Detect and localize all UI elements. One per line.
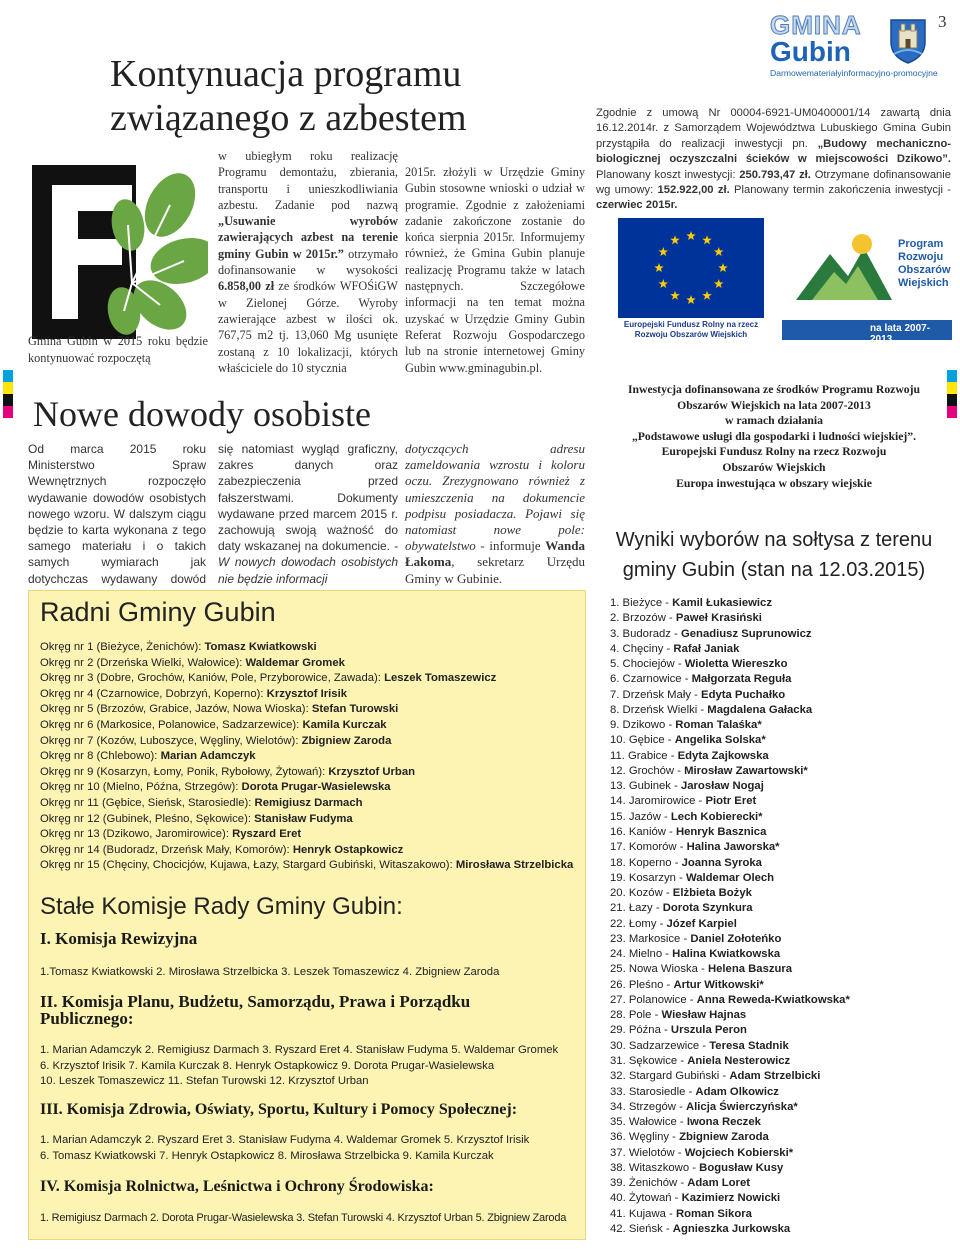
soltys-row-person: Mirosław Zawartowski* — [684, 764, 808, 777]
soltys-row-label: 22. Łomy - — [610, 917, 667, 930]
district-row-person: Stanisław Fudyma — [254, 812, 353, 825]
asbestos-col2-text-c: otrzymało dofinansowanie w wysokości — [218, 246, 398, 278]
soltys-row-label: 21. Łazy - — [610, 902, 663, 915]
soltys-row-person: Helena Baszura — [707, 963, 793, 976]
district-row-person: Leszek Tomaszewicz — [384, 672, 497, 685]
soltys-row-label: 2. Brzozów - — [610, 612, 676, 625]
soltys-row-person: Anna Reweda-Kwiatkowska* — [696, 993, 850, 1006]
soltys-row-person: Adam Loret — [687, 1177, 751, 1190]
soltys-row-person: Halina Kwiatkowska — [672, 948, 781, 961]
contract-subsidy: 152.922,00 zł. — [657, 184, 730, 197]
district-list — [40, 640, 580, 874]
coat-of-arms-icon — [888, 16, 928, 64]
funding-caption-line-3: w ramach działania — [724, 414, 824, 428]
soltys-row-label: 35. Wałowice - — [610, 1116, 687, 1129]
soltys-row — [610, 596, 955, 611]
committee-1-members: 1.Tomasz Kwiatkowski 2. Mirosława Strzelbicka 3. Leszek Tomaszewicz 4. Zbigniew Zaroda — [40, 966, 500, 978]
soltys-title-line-1: Wyniki wyborów na sołtysa z terenu — [615, 529, 933, 551]
contract-text-a: Zgodnie z umową Nr 00004-6921-UM0400001/14 zawartą dnia 16.12.2014r. z Samorządem Województwa Lubuskiego Gmina Gubin przystąpiła do realizacji inwestycji pn. — [596, 107, 951, 150]
district-row — [40, 796, 580, 812]
asbestos-title — [110, 52, 530, 140]
soltys-row-label: 19. Kosarzyn - — [610, 871, 686, 884]
funding-caption-line-6: Obszarów Wiejskich — [722, 460, 826, 474]
soltys-row-label: 1. Bieżyce - — [610, 597, 673, 609]
soltys-row — [610, 611, 955, 626]
soltys-row — [610, 1115, 955, 1130]
soltys-row-person: Józef Karpiel — [666, 917, 737, 930]
soltys-row — [610, 1176, 955, 1191]
prow-line-4: Wiejskich — [898, 277, 949, 289]
asbestos-amount: 6.858,00 zł — [218, 279, 275, 294]
district-row — [40, 858, 580, 874]
registration-marks-left — [3, 370, 13, 418]
environmental-fund-logo-icon — [32, 165, 208, 339]
district-row-person: Krzysztof Urban — [328, 765, 416, 778]
eu-flag-icon — [618, 218, 764, 318]
soltys-row-person: Angelika Solska* — [674, 734, 766, 747]
district-row — [40, 749, 580, 765]
soltys-row — [610, 779, 955, 794]
district-row-label: Okręg nr 13 (Dzikowo, Jaromirowice): — [40, 828, 233, 841]
soltys-row-label: 34. Strzegów - — [610, 1100, 686, 1113]
id-cards-column-3 — [405, 441, 585, 587]
soltys-row-person: Aniela Nesterowicz — [687, 1054, 791, 1067]
soltys-row-person: Edyta Puchałko — [701, 688, 786, 701]
soltys-row-label: 27. Polanowice - — [610, 993, 697, 1006]
eafrd-label: Europejski Fundusz Rolny na rzecz Rozwoju Obszarów Wiejskich — [623, 320, 759, 339]
soltys-row-label: 6. Czarnowice - — [610, 673, 692, 686]
soltys-row-label: 39. Żenichów - — [610, 1177, 688, 1190]
registration-marks-right — [947, 370, 957, 418]
soltys-row-label: 10. Gębice - — [610, 734, 675, 747]
soltys-row-label: 17. Komorów - — [610, 841, 687, 854]
soltys-row-label: 11. Grabice - — [610, 749, 678, 762]
soltys-results-title — [598, 525, 950, 585]
contract-planned-cost: 250.793,47 zł. — [739, 168, 811, 181]
soltys-row-label: 31. Sękowice - — [610, 1054, 688, 1067]
soltys-row — [610, 856, 955, 871]
soltys-row — [610, 749, 955, 764]
soltys-row-label: 37. Wielotów - — [610, 1146, 685, 1159]
committee-2-members-line-2: 6. Krzysztof Irisik 7. Kamila Kurczak 8. Henryk Ostapkowicz 9. Dorota Prugar-Wasielewska — [40, 1059, 495, 1072]
committee-3-members-line-2: 6. Tomasz Kwiatkowski 7. Henryk Ostapkowicz 8. Mirosława Strzelbicka 9. Kamila Kurczak — [40, 1149, 494, 1162]
soltys-row-person: Wojciech Kobierski* — [684, 1146, 794, 1159]
soltys-row — [610, 1207, 955, 1222]
district-row-label: Okręg nr 11 (Gębice, Sieńsk, Starosiedle): — [40, 796, 255, 809]
committee-3-members — [40, 1133, 529, 1164]
contract-investment-name: „Budowy mechaniczno-biologicznej oczyszczalni ścieków w miejscowości Dzikowo”. — [596, 137, 951, 166]
soltys-row — [610, 993, 955, 1008]
soltys-row-label: 16. Kaniów - — [610, 825, 676, 838]
soltys-row-label: 32. Stargard Gubiński - — [610, 1070, 730, 1083]
committee-3-heading: III. Komisja Zdrowia, Oświaty, Sportu, Kultury i Pomocy Społecznej: — [40, 1101, 518, 1118]
id-cards-quote-end: dotyczących adresu zameldowania wzrostu i koloru oczu. Zrezygnowano również z umieszczenia na dokumencie podpisu posiadacza. Pojawi się natomiast nowe pole: obywatelstwo — [405, 441, 585, 554]
district-row-person: Krzysztof Irisik — [266, 687, 348, 700]
id-cards-attribution: - informuje — [475, 538, 546, 554]
funding-caption-line-2: Obszarów Wiejskich na lata 2007-2013 — [677, 398, 871, 412]
district-row-person: Henryk Ostapkowicz — [292, 843, 404, 856]
soltys-row-person: Roman Talaśka* — [675, 719, 762, 732]
district-row-label: Okręg nr 5 (Brzozów, Grabice, Jazów, Nowa Wioska): — [40, 703, 312, 716]
soltys-row-person: Bogusław Kusy — [699, 1161, 784, 1174]
asbestos-col2-text-e: ze środków WFOŚiGW w Zielonej Górze. Wyroby zawierające azbest w ilości ok. 767,75 m2 tj. 13,060 Mg usunięte zostaną z 10 lokalizacji, których właściciele do 10 stycznia — [218, 279, 398, 375]
committee-2-members — [40, 1043, 558, 1090]
district-row — [40, 671, 580, 687]
prow-line-2: Rozwoju — [898, 251, 944, 263]
district-row — [40, 687, 580, 703]
committee-4-heading: IV. Komisja Rolnictwa, Leśnictwa i Ochrony Środowiska: — [40, 1178, 434, 1195]
soltys-row-person: Daniel Zołoteńko — [690, 932, 782, 945]
soltys-row — [610, 871, 955, 886]
soltys-row-person: Wioletta Wiereszko — [684, 658, 788, 671]
soltys-row — [610, 1146, 955, 1161]
soltys-row-label: 40. Żytowań - — [610, 1192, 682, 1205]
masthead-gubin: Gubin — [770, 36, 851, 67]
soltys-row-label: 8. Drzeńsk Wielki - — [610, 703, 708, 716]
district-row — [40, 827, 580, 843]
district-row — [40, 780, 580, 796]
soltys-row-person: Paweł Krasiński — [675, 612, 762, 625]
district-row-person: Remigiusz Darmach — [254, 796, 363, 809]
soltys-list — [610, 596, 955, 1237]
soltys-row — [610, 1069, 955, 1084]
soltys-row-label: 24. Mielno - — [610, 948, 673, 961]
soltys-row — [610, 1039, 955, 1054]
masthead-tagline: Darmowemateriałyinformacyjno-promocyjne — [770, 68, 938, 78]
contract-info — [596, 106, 951, 214]
district-row-label: Okręg nr 14 (Budoradz, Drzeńsk Mały, Komorów): — [40, 843, 293, 856]
soltys-row-person: Artur Witkowski* — [673, 978, 764, 991]
funding-caption-line-5: Europejski Fundusz Rolny na rzecz Rozwoju — [661, 445, 887, 459]
soltys-row — [610, 840, 955, 855]
soltys-row — [610, 627, 955, 642]
soltys-row-label: 26. Pleśno - — [610, 978, 674, 991]
soltys-row-person: Agnieszka Jurkowska — [672, 1222, 791, 1235]
district-row-label: Okręg nr 1 (Bieżyce, Żenichów): — [40, 641, 205, 653]
id-cards-secretary-name: Wanda Łakoma — [405, 538, 585, 570]
soltys-row-person: Halina Jaworska* — [686, 841, 780, 854]
soltys-row-person: Genadiusz Suprunowicz — [680, 627, 812, 640]
district-row-label: Okręg nr 15 (Chęciny, Chocicjów, Kujawa, Łazy, Stargard Gubiński, Witaszakowo): — [40, 859, 456, 872]
soltys-row-person: Kazimierz Nowicki — [681, 1192, 781, 1205]
district-row-person: Ryszard Eret — [232, 828, 302, 841]
prow-years: na lata 2007-2013 — [870, 323, 931, 345]
soltys-row — [610, 947, 955, 962]
funding-caption-line-1: Inwestycja dofinansowana ze środków Programu Rozwoju — [627, 383, 921, 396]
district-row — [40, 734, 580, 750]
soltys-row — [610, 688, 955, 703]
district-row-label: Okręg nr 7 (Kozów, Luboszyce, Węgliny, Wielotów): — [40, 734, 302, 747]
soltys-row-person: Wiesław Hajnas — [661, 1009, 747, 1022]
district-row-person: Marian Adamczyk — [160, 750, 256, 763]
soltys-row-person: Teresa Stadnik — [709, 1039, 789, 1052]
district-row-person: Tomasz Kwiatkowski — [204, 641, 317, 653]
soltys-row-label: 23. Markosice - — [610, 932, 691, 945]
prow-label — [898, 238, 951, 290]
prow-line-3: Obszarów — [898, 264, 951, 276]
soltys-row-person: Henryk Basznica — [675, 825, 767, 838]
id-cards-secretary-role: , sekretarz Urzędu Gminy w Gubinie. — [405, 554, 585, 586]
soltys-row — [610, 733, 955, 748]
id-cards-col2-text: się natomiast wygląd graficzny, zakres danych oraz zabezpieczenia przed fałszerstwami. Dokumenty wydawane przed marcem 2015 r. zachowują swoją ważność do daty wskazanej na dokumencie. — [218, 442, 398, 554]
district-row — [40, 765, 580, 781]
soltys-row-person: Waldemar Olech — [685, 871, 775, 884]
soltys-row-label: 41. Kujawa - — [610, 1207, 676, 1220]
district-row-label: Okręg nr 4 (Czarnowice, Dobrzyń, Koperno): — [40, 687, 267, 700]
committee-3-members-line-1: 1. Marian Adamczyk 2. Ryszard Eret 3. Stanisław Fudyma 4. Waldemar Gromek 5. Krzysztof Irisik — [40, 1134, 530, 1146]
soltys-row — [610, 703, 955, 718]
soltys-row-label: 29. Późna - — [610, 1024, 671, 1037]
masthead — [770, 8, 938, 78]
contract-text-e: Otrzymane dofinansowanie wg umowy: — [596, 168, 951, 197]
soltys-row-person: Dorota Szynkura — [662, 902, 753, 915]
soltys-row-person: Piotr Eret — [705, 795, 757, 808]
soltys-row — [610, 657, 955, 672]
soltys-row-person: Iwona Reczek — [686, 1116, 761, 1129]
district-row-person: Zbigniew Zaroda — [301, 734, 392, 747]
soltys-row-label: 42. Sieńsk - — [610, 1222, 673, 1235]
id-cards-title: Nowe dowody osobiste — [33, 394, 371, 434]
committees-title: Stałe Komisje Rady Gminy Gubin: — [40, 893, 403, 920]
asbestos-caption: Gmina Gubin w 2015 roku będzie kontynuować rozpoczętą — [28, 334, 208, 365]
district-row-person: Kamila Kurczak — [302, 718, 387, 731]
soltys-row — [610, 1023, 955, 1038]
district-row-label: Okręg nr 12 (Gubinek, Pleśno, Sękowice): — [40, 812, 255, 825]
soltys-row — [610, 810, 955, 825]
eu-logos — [606, 218, 951, 348]
soltys-row — [610, 672, 955, 687]
soltys-row-label: 30. Sadzarzewice - — [610, 1039, 710, 1052]
district-row — [40, 843, 580, 859]
committee-2-members-line-1: 1. Marian Adamczyk 2. Remigiusz Darmach 3. Ryszard Eret 4. Stanisław Fudyma 5. Waldemar Gromek — [40, 1044, 559, 1056]
soltys-row — [610, 932, 955, 947]
prow-line-1: Program — [898, 238, 944, 250]
soltys-row-person: Roman Sikora — [675, 1207, 752, 1220]
soltys-row-label: 13. Gubinek - — [610, 780, 681, 793]
contract-text-g: Planowany termin zakończenia inwestycji - — [729, 184, 951, 197]
committee-2-members-line-3: 10. Leszek Tomaszewicz 11. Stefan Turowski 12. Krzysztof Urban — [40, 1075, 369, 1088]
soltys-row-person: Rafał Janiak — [673, 642, 740, 655]
soltys-row-label: 14. Jaromirowice - — [610, 795, 706, 808]
asbestos-column-3: 2015r. złożyli w Urzędzie Gminy Gubin stosowne wnioski o udział w programie. Zgodnie z założeniami zadanie zakończone zostanie do końca sierpnia 2015r. Informujemy również, że Gmina Gubin planuje realizację Programu także w latach następnych. Szczegółowe informacji na ten temat można uzyskać w Urzędzie Gminy Gubin Referat Rozwoju Gospodarczego lub na stronie internetowej Gminy Gubin www.gminagubin.pl. — [405, 165, 585, 375]
soltys-row — [610, 642, 955, 657]
masthead-gmina: GMINA — [770, 10, 862, 40]
id-cards-quote-start: - W nowych dowodach osobistych nie będzie informacji — [218, 539, 398, 586]
district-row-person: Dorota Prugar-Wasielewska — [241, 781, 391, 794]
soltys-row-person: Urszula Peron — [670, 1024, 747, 1037]
soltys-row-label: 20. Kozów - — [610, 887, 673, 900]
soltys-row — [610, 718, 955, 733]
contract-text-c: Planowany koszt inwestycji: — [596, 168, 740, 181]
soltys-row-person: Lech Kobierecki* — [670, 810, 763, 823]
district-row — [40, 640, 580, 656]
soltys-row — [610, 1130, 955, 1145]
soltys-row-label: 28. Pole - — [610, 1009, 662, 1022]
soltys-row — [610, 886, 955, 901]
funding-caption-line-4: „Podstawowe usługi dla gospodarki i ludności wiejskiej”. — [631, 429, 917, 443]
district-row-person: Stefan Turowski — [311, 703, 399, 716]
soltys-row — [610, 1085, 955, 1100]
soltys-title-line-2: gminy Gubin (stan na 12.03.2015) — [622, 559, 926, 581]
soltys-row-person: Joanna Syroka — [681, 856, 762, 869]
district-row-person: Mirosława Strzelbicka — [455, 859, 574, 872]
soltys-row-person: Jarosław Nogaj — [680, 780, 764, 793]
soltys-row-label: 36. Węgliny - — [610, 1131, 680, 1144]
district-row-label: Okręg nr 6 (Markosice, Polanowice, Sadzarzewice): — [40, 718, 303, 731]
soltys-row-label: 25. Nowa Wioska - — [610, 963, 708, 976]
soltys-row-label: 12. Grochów - — [610, 764, 685, 777]
soltys-row-person: Kamil Łukasiewicz — [672, 597, 772, 609]
asbestos-title-line2: związanego z azbestem — [110, 97, 467, 139]
asbestos-title-line1: Kontynuacja programu — [110, 53, 462, 95]
soltys-row — [610, 901, 955, 916]
funding-caption — [598, 382, 950, 491]
councillors-title: Radni Gminy Gubin — [40, 597, 276, 627]
soltys-row-person: Magdalena Gałacka — [707, 703, 813, 716]
district-row-label: Okręg nr 8 (Chlebowo): — [40, 750, 161, 763]
asbestos-column-2 — [218, 148, 398, 376]
district-row-label: Okręg nr 2 (Drzeńska Wielki, Wałowice): — [40, 656, 246, 669]
soltys-row — [610, 1054, 955, 1069]
soltys-row — [610, 1191, 955, 1206]
soltys-row — [610, 794, 955, 809]
soltys-row — [610, 962, 955, 977]
soltys-row — [610, 1161, 955, 1176]
soltys-row-label: 18. Koperno - — [610, 856, 682, 869]
soltys-row-label: 4. Chęciny - — [610, 642, 674, 655]
soltys-row — [610, 1222, 955, 1237]
soltys-row-person: Alicja Świerczyńska* — [685, 1100, 798, 1113]
soltys-row-person: Adam Strzelbicki — [729, 1070, 821, 1083]
committee-2-heading: II. Komisja Planu, Budżetu, Samorządu, Prawa i Porządku Publicznego: — [40, 992, 471, 1028]
id-cards-column-2 — [218, 441, 398, 587]
soltys-row-person: Adam Olkowicz — [695, 1085, 779, 1098]
district-row — [40, 718, 580, 734]
district-row-label: Okręg nr 3 (Dobre, Grochów, Kaniów, Pole, Przyborowice, Zawada): — [40, 672, 385, 685]
soltys-row — [610, 917, 955, 932]
asbestos-task-name: „Usuwanie wyrobów zawierających azbest na terenie gminy Gubin w 2015r.” — [218, 214, 398, 261]
district-row-person: Waldemar Gromek — [245, 656, 345, 669]
soltys-row-person: Elżbieta Bożyk — [672, 887, 752, 900]
soltys-row-label: 5. Chociejów - — [610, 658, 685, 671]
id-cards-column-1: Od marca 2015 roku Ministerstwo Spraw Wewnętrznych rozpoczęło wydawanie dowodów osobistych nowego wzoru. W dalszym ciągu będzie to karta wykonana z tego samego materiału i o takich samych wymiarach jak dotychczas wydawany dowód — [28, 442, 206, 586]
district-row-label: Okręg nr 10 (Mielno, Późna, Strzegów): — [40, 781, 242, 794]
soltys-row — [610, 1100, 955, 1115]
district-row — [40, 656, 580, 672]
soltys-row-person: Małgorzata Reguła — [691, 673, 792, 686]
soltys-row-label: 7. Drzeńsk Mały - — [610, 688, 702, 701]
district-row-label: Okręg nr 9 (Kosarzyn, Łomy, Ponik, Rybołowy, Żytowań): — [40, 765, 329, 778]
district-row — [40, 702, 580, 718]
funding-caption-line-7: Europa inwestująca w obszary wiejskie — [676, 476, 872, 490]
soltys-row-person: Edyta Zajkowska — [677, 749, 769, 762]
contract-deadline: czerwiec 2015r. — [596, 199, 678, 212]
soltys-row — [610, 764, 955, 779]
committee-4-members: 1. Remigiusz Darmach 2. Dorota Prugar-Wasielewska 3. Stefan Turowski 4. Krzysztof Urban 5. Zbigniew Zaroda — [40, 1212, 567, 1224]
soltys-row — [610, 1008, 955, 1023]
soltys-row-person: Zbigniew Zaroda — [679, 1131, 769, 1144]
soltys-row — [610, 978, 955, 993]
asbestos-col2-text-a: w ubiegłym roku realizację Programu demontażu, zbierania, transportu i unieszkodliwiania azbestu. Zadanie pod nazwą — [218, 149, 398, 212]
district-row — [40, 812, 580, 828]
soltys-row-label: 38. Witaszkowo - — [610, 1161, 700, 1174]
soltys-row-label: 15. Jazów - — [610, 810, 671, 823]
soltys-row-label: 33. Starosiedle - — [610, 1085, 696, 1098]
soltys-row-label: 3. Budoradz - — [610, 627, 681, 640]
page-number: 3 — [938, 12, 947, 31]
soltys-row — [610, 825, 955, 840]
soltys-row-label: 9. Dzikowo - — [610, 719, 676, 732]
committee-1-heading: I. Komisja Rewizyjna — [40, 929, 198, 948]
